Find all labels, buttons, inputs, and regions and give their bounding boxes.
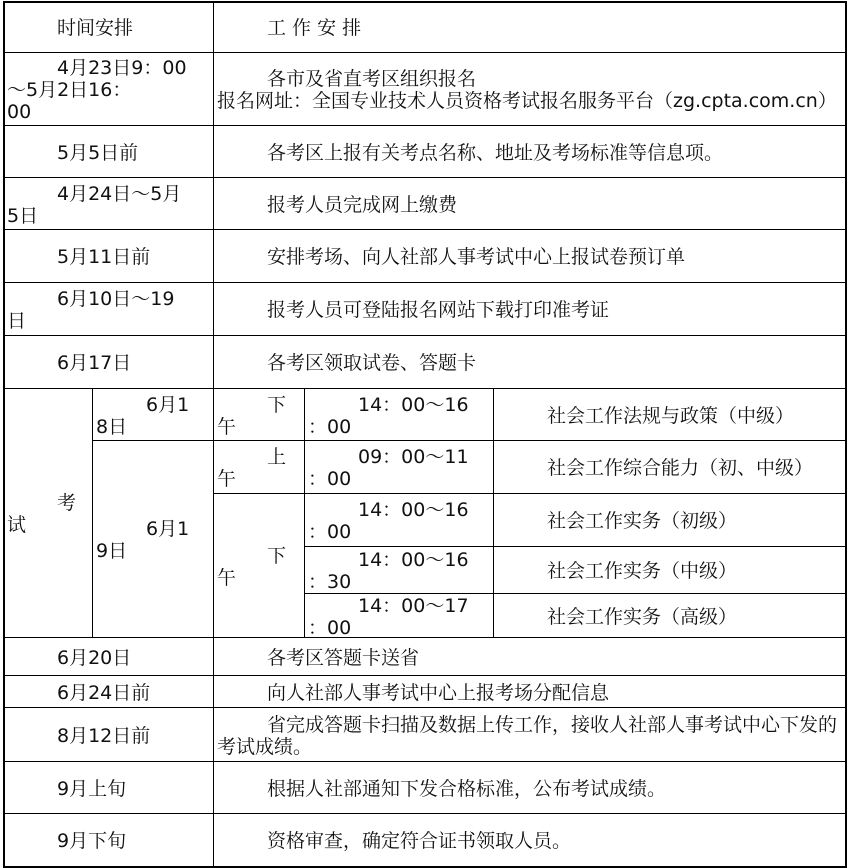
exam-subject <box>494 594 845 637</box>
work-cell-text: 安排考场、向人社部人事考试中心上报试卷预订单 <box>267 246 686 268</box>
exam-period <box>214 389 304 440</box>
exam-date-text: 6月1 8日 <box>96 393 190 438</box>
exam-time <box>305 441 493 493</box>
exam-period-text: 下 午 <box>217 544 287 589</box>
time-cell-text: 5月11日前 <box>57 246 151 268</box>
exam-time <box>305 389 493 440</box>
work-cell <box>214 708 845 761</box>
exam-subject-text: 社会工作法规与政策（中级） <box>547 404 795 427</box>
exam-time-text: 14：00～16 ：00 <box>308 499 469 543</box>
exam-time <box>305 594 493 637</box>
work-cell-text: 向人社部人事考试中心上报考场分配信息 <box>267 681 610 704</box>
time-cell-text: 4月24日～5月 5日 <box>7 182 182 227</box>
exam-subject <box>494 389 845 440</box>
exam-subject-text: 社会工作综合能力（初、中级） <box>547 457 814 479</box>
time-cell <box>4 283 213 335</box>
exam-time-text: 14：00～16 ：00 <box>308 393 469 438</box>
header-time-text: 时间安排 <box>57 17 134 39</box>
work-cell-text: 报考人员完成网上缴费 <box>267 193 458 216</box>
time-cell <box>4 762 213 813</box>
exam-period <box>214 494 304 637</box>
col-divider <box>213 1 214 388</box>
time-cell <box>4 336 213 388</box>
exam-subject-text: 社会工作实务（初级） <box>547 510 738 532</box>
time-cell <box>4 126 213 177</box>
exam-time <box>305 547 493 593</box>
exam-time-text: 14：00～17 ：00 <box>308 594 469 639</box>
header-work-text: 工 作 安 排 <box>267 17 362 39</box>
exam-label-text: 考 试 <box>7 492 77 536</box>
time-cell <box>4 638 213 675</box>
time-cell <box>4 814 213 866</box>
work-cell <box>214 178 845 229</box>
time-cell <box>4 708 213 761</box>
time-cell <box>4 676 213 707</box>
exam-period <box>214 441 304 493</box>
work-cell-text: 根据人社部通知下发合格标准，公布考试成绩。 <box>267 777 667 800</box>
time-cell-text: 6月24日前 <box>57 681 151 704</box>
work-cell-text: 各考区答题卡送省 <box>267 646 420 669</box>
work-cell <box>214 762 845 813</box>
exam-time-text: 09：00～11 ：00 <box>308 446 469 490</box>
time-cell <box>4 178 213 229</box>
exam-period-text: 上 午 <box>217 446 287 490</box>
header-time <box>4 2 213 52</box>
header-work <box>214 2 845 52</box>
exam-date-text: 6月1 9日 <box>96 518 190 562</box>
work-cell <box>214 230 845 282</box>
time-cell-text: 6月17日 <box>57 352 132 374</box>
work-cell-text: 各考区领取试卷、答题卡 <box>267 352 477 374</box>
work-cell <box>214 283 845 335</box>
work-cell-text: 省完成答题卡扫描及数据上传工作，接收人社部人事考试中心下发的考试成绩。 <box>217 713 838 758</box>
exam-time-text: 14：00～16 ：30 <box>308 549 469 593</box>
time-cell <box>4 230 213 282</box>
time-cell-text: 6月10日～19 日 <box>7 288 175 332</box>
exam-subject-text: 社会工作实务（高级） <box>547 605 738 628</box>
exam-time <box>305 494 493 546</box>
time-cell <box>4 53 213 125</box>
time-cell-text: 4月23日9：00 ～5月2日16： 00 <box>7 57 187 123</box>
exam-period-text: 下 午 <box>217 393 287 438</box>
time-cell-text: 9月上旬 <box>57 777 127 800</box>
work-cell <box>214 676 845 707</box>
work-cell <box>214 638 845 675</box>
exam-subject <box>494 547 845 593</box>
work-cell-text: 各考区上报有关考点名称、地址及考场标准等信息项。 <box>267 141 724 164</box>
work-cell-text: 资格审查，确定符合证书领取人员。 <box>267 830 572 852</box>
time-cell-text: 8月12日前 <box>57 724 151 747</box>
table-border-right <box>845 1 847 868</box>
exam-date <box>93 389 213 440</box>
exam-date <box>93 441 213 637</box>
exam-subject-text: 社会工作实务（中级） <box>547 560 738 582</box>
exam-label <box>4 389 92 637</box>
work-cell <box>214 814 845 866</box>
time-cell-text: 6月20日 <box>57 646 132 669</box>
work-cell-text: 报考人员可登陆报名网站下载打印准考证 <box>267 299 610 321</box>
work-cell <box>214 126 845 177</box>
work-cell <box>214 53 845 125</box>
work-cell-text: 各市及省直考区组织报名 报名网址：全国专业技术人员资格考试报名服务平台（zg.cpta.com.cn） <box>217 68 837 112</box>
work-cell <box>214 336 845 388</box>
time-cell-text: 9月下旬 <box>57 830 127 852</box>
exam-subject <box>494 441 845 493</box>
exam-subject <box>494 494 845 546</box>
time-cell-text: 5月5日前 <box>57 141 139 164</box>
